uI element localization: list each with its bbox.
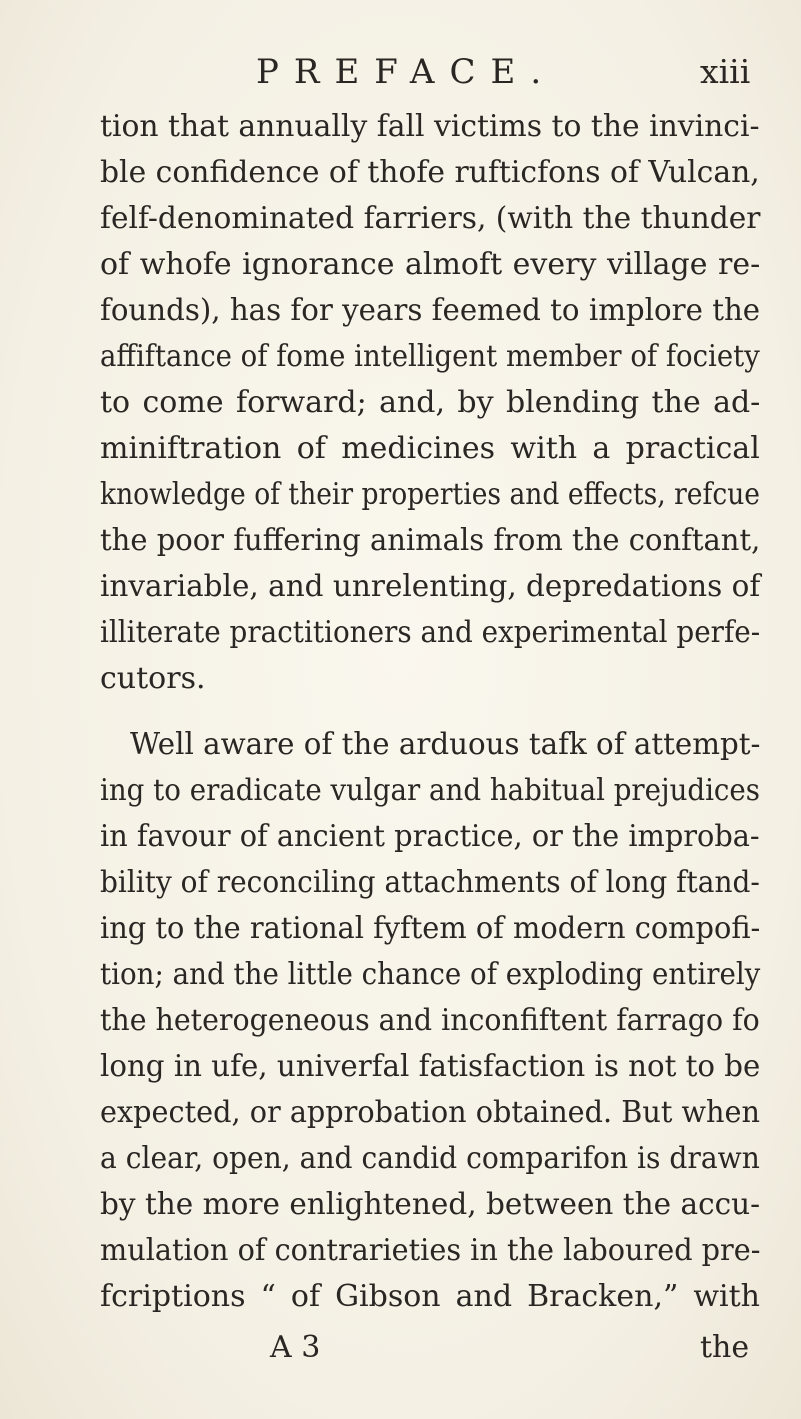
text-line: of whofe ignorance almoft every village re- [100, 247, 761, 282]
text-line: bility of reconciling attachments of long ftand- [100, 865, 760, 900]
text-line: ing to eradicate vulgar and habitual prejudices [100, 773, 760, 808]
running-title: PREFACE. [256, 52, 557, 92]
text-line: founds), has for years feemed to implore the [100, 293, 761, 328]
text-line: illiterate practitioners and experimental perfe- [100, 615, 761, 650]
text-line: long in ufe, univerfal fatisfaction is not to be [100, 1049, 761, 1084]
text-line: cutors. [100, 661, 206, 696]
text-line: tion that annually fall victims to the invinci- [100, 109, 760, 144]
text-line: by the more enlightened, between the accu- [100, 1187, 761, 1222]
text-line: in favour of ancient practice, or the improba- [100, 819, 760, 854]
text-line: to come forward; and, by blending the ad- [100, 385, 761, 420]
page-footer [0, 1325, 801, 1371]
text-line: expected, or approbation obtained. But when [100, 1095, 760, 1130]
text-line: knowledge of their properties and effects, refcue [100, 477, 761, 512]
text-line: a clear, open, and candid comparifon is drawn [100, 1141, 760, 1176]
text-line: ble confidence of thofe rufticfons of Vulcan, [100, 155, 760, 190]
text-line: invariable, and unrelenting, depredations of [100, 569, 761, 604]
page-number: xiii [700, 52, 751, 91]
text-line: Well aware of the arduous tafk of attempt- [130, 727, 761, 762]
page-header [0, 52, 801, 96]
text-line: fcriptions “ of Gibson and Bracken,” with [100, 1279, 760, 1314]
text-line: ing to the rational fyftem of modern compofi- [100, 911, 761, 946]
catchword: the [700, 1330, 750, 1365]
text-line: mulation of contrarieties in the laboured pre- [100, 1233, 761, 1268]
text-line: felf-denominated farriers, (with the thunder [100, 201, 761, 236]
text-line: miniftration of medicines with a practical [100, 431, 760, 466]
text-line: affiftance of fome intelligent member of fociety [100, 339, 760, 374]
signature-mark: A 3 [270, 1330, 321, 1365]
text-line: tion; and the little chance of exploding entirely [100, 957, 761, 992]
text-line: the poor fuffering animals from the conftant, [100, 523, 761, 558]
text-line: the heterogeneous and inconfiftent farrago fo [100, 1003, 760, 1038]
